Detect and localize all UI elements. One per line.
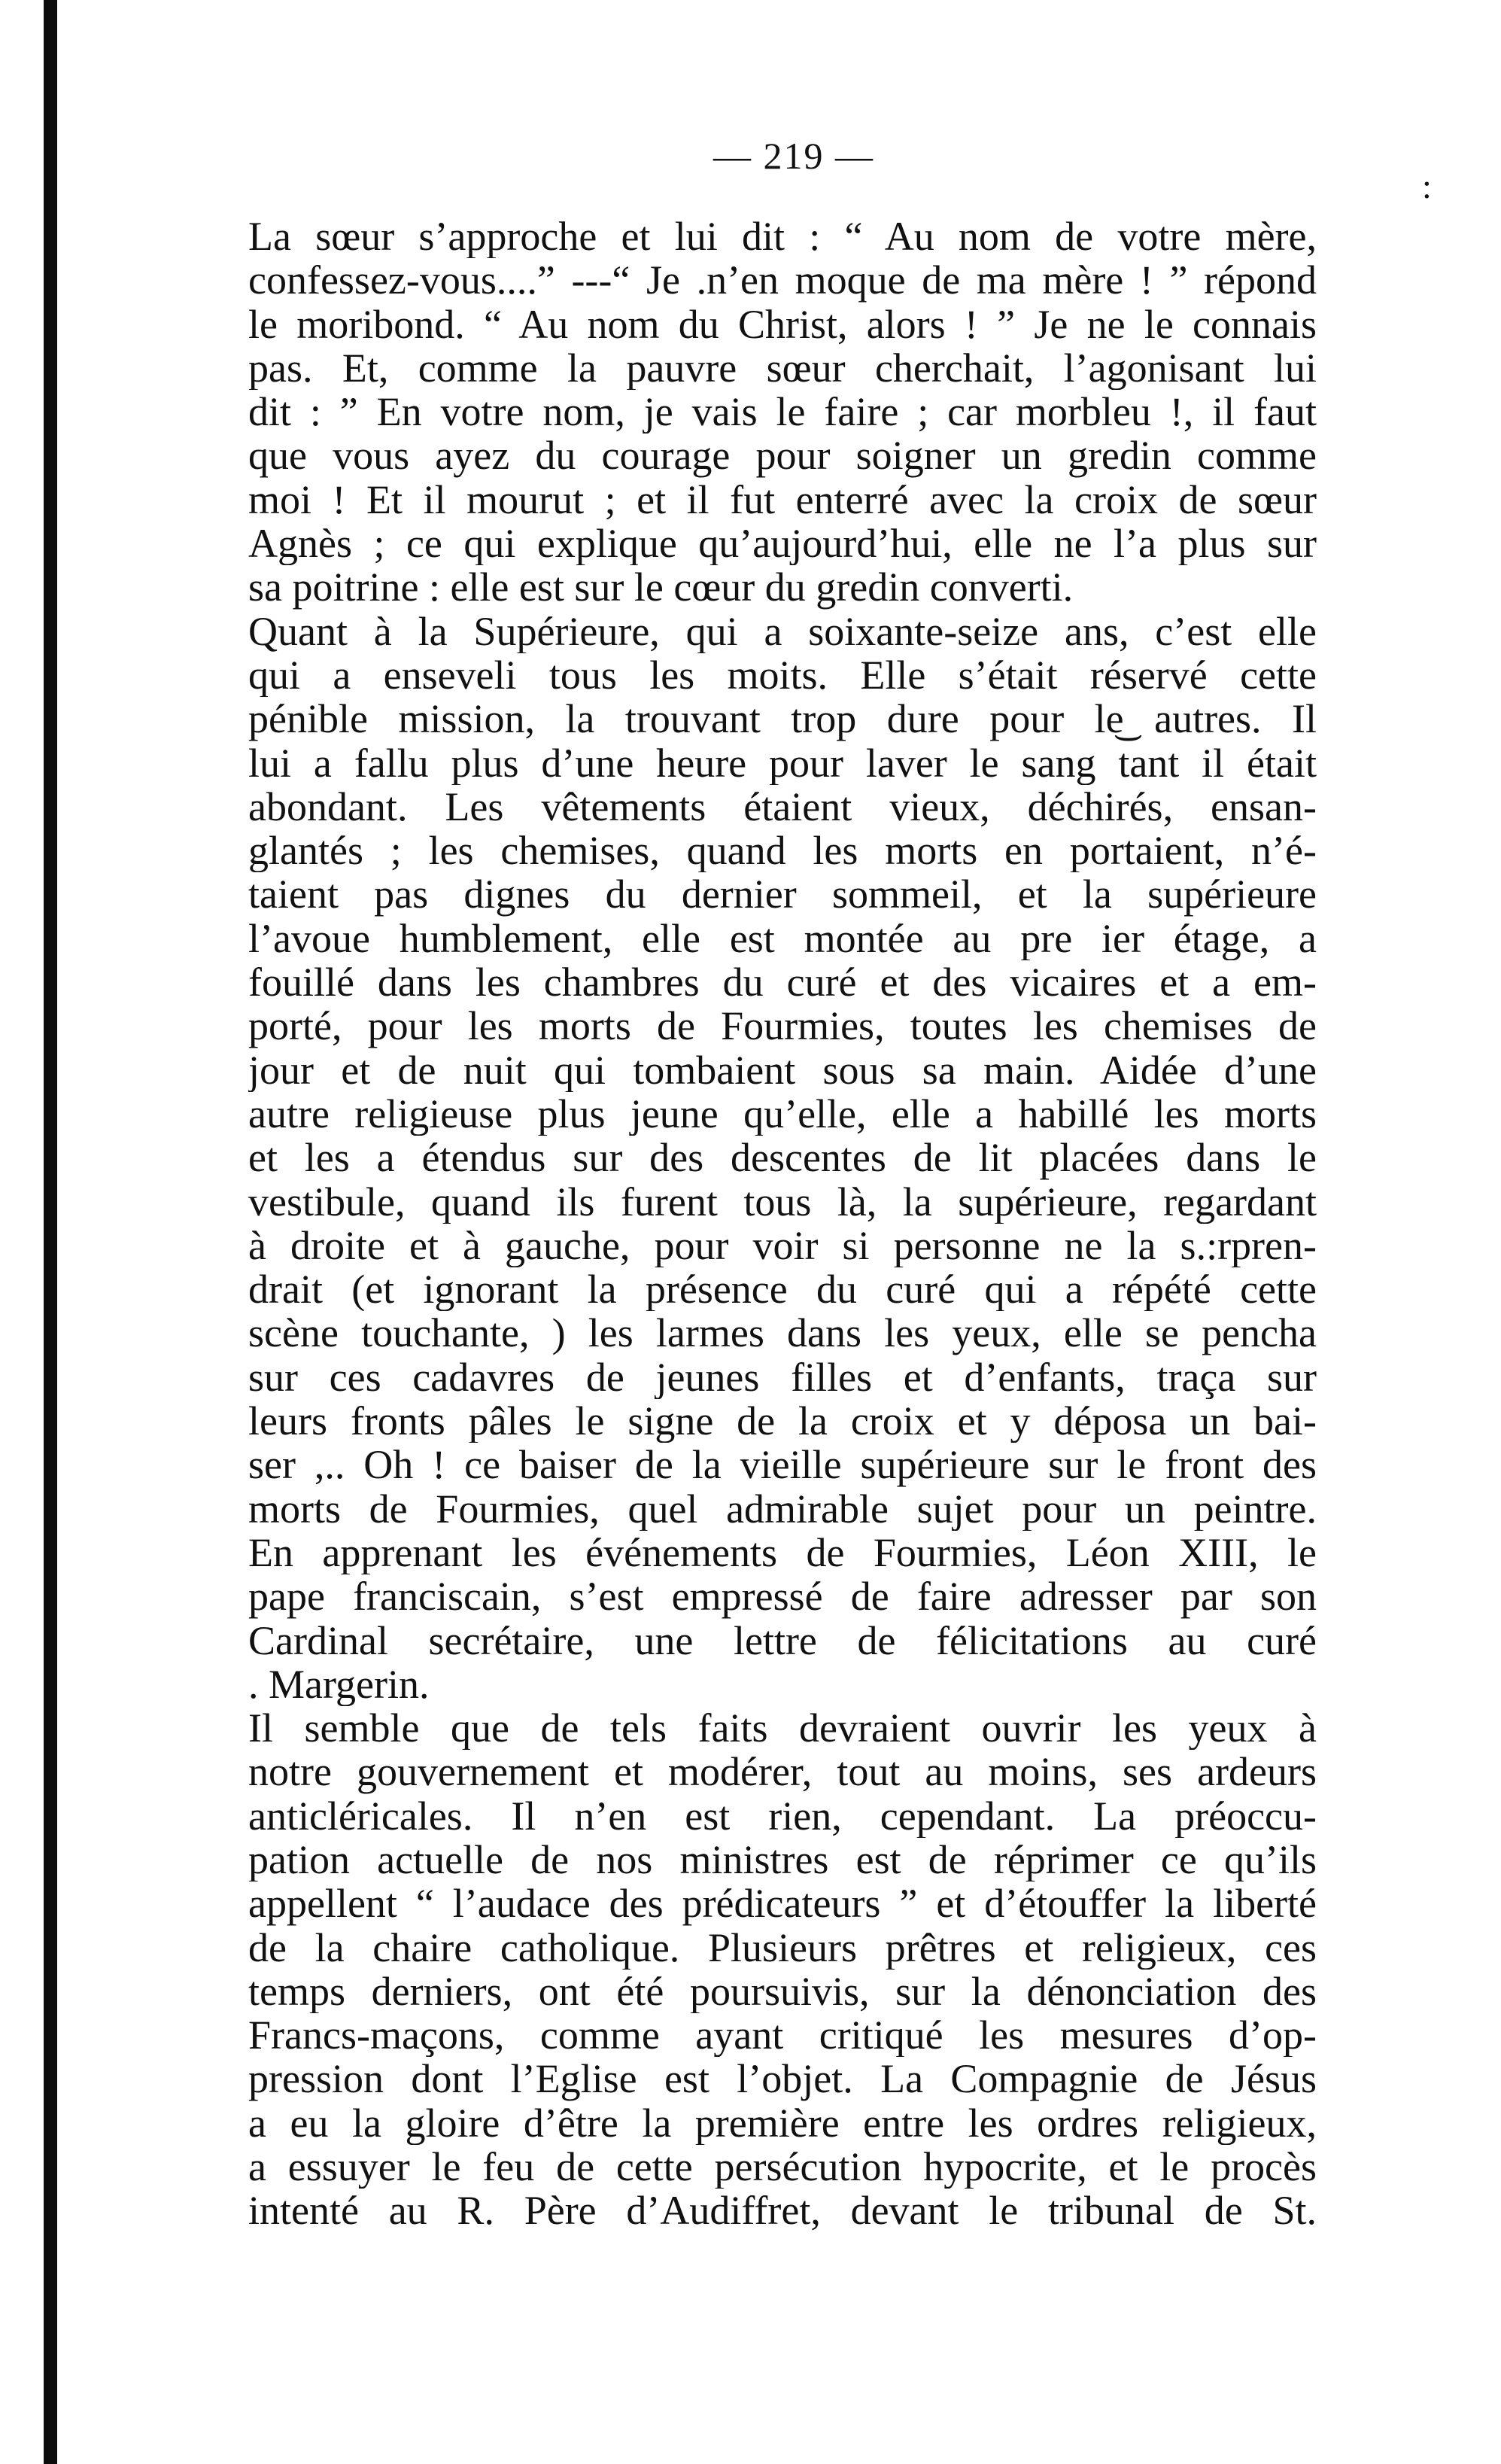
text-line: glantés ; les chemises, quand les morts en portaient, n’é- [248,829,1317,873]
text-line: sa poitrine : elle est sur le cœur du gredin converti. [248,565,1074,610]
text-line: notre gouvernement et modérer, tout au moins, ses ardeurs [248,1750,1317,1794]
text-line: scène touchante, ) les larmes dans les yeux, elle se pencha [248,1311,1317,1355]
text-line: . Margerin. [248,1662,430,1707]
text-line: ser ,.. Oh ! ce baiser de la vieille supérieure sur le front des [248,1443,1317,1487]
text-line: temps derniers, ont été poursuivis, sur la dénonciation des [248,1969,1317,2014]
text-line: Francs-maçons, comme ayant critiqué les mesures d’op- [248,2013,1317,2058]
text-line: pation actuelle de nos ministres est de réprimer ce qu’ils [248,1837,1317,1882]
text-line: intenté au R. Père d’Audiffret, devant le tribunal de St. [248,2189,1317,2233]
text-line: de la chaire catholique. Plusieurs prêtres et religieux, ces [248,1925,1317,1970]
text-line: fouillé dans les chambres du curé et des vicaires et a em- [248,960,1317,1005]
page-number: — 219 — [713,135,874,177]
text-line: sur ces cadavres de jeunes filles et d’enfants, traça sur [248,1355,1317,1400]
text-line: pape franciscain, s’est empressé de faire adresser par son [248,1574,1317,1619]
text-line: à droite et à gauche, pour voir si personne ne la s.:rpren- [248,1223,1317,1268]
text-line: pénible mission, la trouvant trop dure pour le͜ autres. Il [248,697,1317,741]
text-line: moi ! Et il mourut ; et il fut enterré avec la croix de sœur [248,477,1317,522]
text-line: porté, pour les morts de Fourmies, toutes les chemises de [248,1004,1317,1048]
text-line: anticléricales. Il n’en est rien, cependant. La préoccu- [248,1793,1317,1838]
text-line: leurs fronts pâles le signe de la croix et y déposa un bai- [248,1399,1317,1443]
text-line: morts de Fourmies, quel admirable sujet pour un peintre. [248,1486,1317,1531]
text-line: Cardinal secrétaire, une lettre de félicitations au curé [248,1618,1317,1662]
text-line: autre religieuse plus jeune qu’elle, elle a habillé les morts [248,1091,1317,1136]
text-line: vestibule, quand ils furent tous là, la supérieure, regardant [248,1179,1317,1224]
text-line: Il semble que de tels faits devraient ouvrir les yeux à [248,1706,1317,1751]
text-line: que vous ayez du courage pour soigner un gredin comme [248,433,1317,478]
text-line: qui a enseveli tous les moits. Elle s’était réservé cette [248,653,1317,698]
text-line: abondant. Les vêtements étaient vieux, déchirés, ensan- [248,784,1317,829]
text-line: pas. Et, comme la pauvre sœur cherchait, l’agonisant lui [248,345,1317,391]
text-line: le moribond. “ Au nom du Christ, alors ! ” Je ne le connais [248,302,1317,346]
text-line: appellent “ l’audace des prédicateurs ” et d’étouffer la liberté [248,1881,1317,1926]
text-line: Agnès ; ce qui explique qu’aujourd’hui, elle ne l’a plus sur [248,522,1317,566]
text-line: En apprenant les événements de Fourmies, Léon XIII, le [248,1530,1317,1575]
text-line: Quant à la Supérieure, qui a soixante-seize ans, c’est elle [248,609,1317,653]
binding-edge [44,0,57,2464]
text-line: et les a étendus sur des descentes de lit placées dans le [248,1136,1317,1180]
text-line: confessez-vous....” ---“ Je .n’en moque de ma mère ! ” répond [248,258,1317,303]
text-line: drait (et ignorant la présence du curé qui a répété cette [248,1267,1317,1312]
text-line: a eu la gloire d’être la première entre les ordres religieux, [248,2100,1317,2146]
text-line: dit : ” En votre nom, je vais le faire ; car morbleu !, il faut [248,390,1317,434]
text-line: pression dont l’Eglise est l’objet. La Compagnie de Jésus [248,2057,1317,2101]
text-line: jour et de nuit qui tombaient sous sa main. Aidée d’une [248,1048,1317,1092]
text-line: lui a fallu plus d’une heure pour laver le sang tant il était [248,741,1317,785]
body-text [248,214,1317,2233]
margin-mark: : [1422,167,1432,205]
text-line: La sœur s’approche et lui dit : “ Au nom de votre mère, [248,214,1317,259]
text-line: taient pas dignes du dernier sommeil, et la supérieure [248,872,1317,917]
text-line: a essuyer le feu de cette persécution hypocrite, et le procès [248,2145,1317,2189]
text-line: l’avoue humblement, elle est montée au pre ier étage, a [248,916,1317,961]
